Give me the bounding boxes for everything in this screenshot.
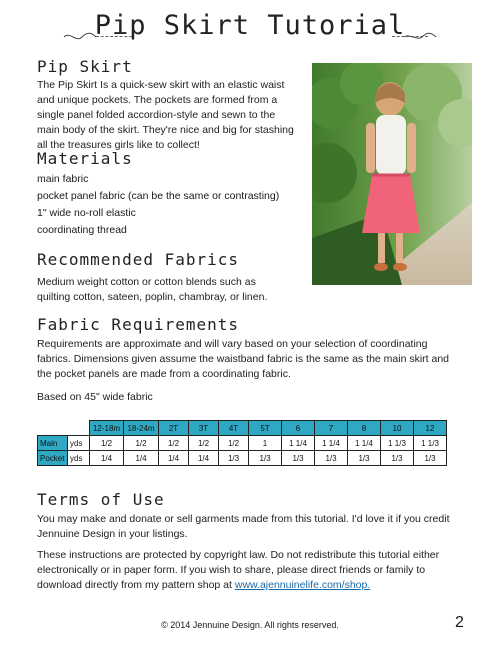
material-item: pocket panel fabric (can be the same or contrasting)	[37, 190, 280, 202]
section-heading-recommended-fabrics: Recommended Fabrics	[37, 250, 240, 269]
value-cell: 1/3	[282, 451, 315, 466]
material-item: coordinating thread	[37, 224, 127, 236]
table-corner-cell	[68, 421, 90, 436]
size-header-cell: 7	[315, 421, 348, 436]
value-cell: 1/2	[90, 436, 124, 451]
terms-line: electronically or in paper form. If you wish to share, please direct friends or family to	[37, 564, 426, 576]
size-header-cell: 4T	[219, 421, 249, 436]
requirements-line: fabrics. Dimensions given assume the waistband fabric is the same as the main skirt and	[37, 353, 450, 365]
intro-line: single panel folded accordion-style and sewn to the	[37, 109, 276, 121]
intro-line: all the treasures girls like to collect!	[37, 139, 200, 151]
value-cell: 1 1/3	[414, 436, 447, 451]
value-cell: 1/4	[159, 451, 189, 466]
size-header-cell: 5T	[249, 421, 282, 436]
value-cell: 1/4	[90, 451, 124, 466]
terms-line-prefix: download directly from my pattern shop at	[37, 579, 235, 591]
section-heading-materials: Materials	[37, 149, 133, 168]
table-header-row	[38, 421, 447, 436]
unit-cell: yds	[68, 436, 90, 451]
page-number: 2	[455, 614, 464, 631]
value-cell: 1/3	[219, 451, 249, 466]
value-cell: 1	[249, 436, 282, 451]
value-cell: 1 1/4	[282, 436, 315, 451]
table-row	[38, 436, 447, 451]
recommended-line: quilting cotton, sateen, poplin, chambray, or linen.	[37, 291, 268, 303]
section-heading-fabric-requirements: Fabric Requirements	[37, 315, 240, 334]
intro-line: and unique pockets. The pockets are formed from a	[37, 94, 278, 106]
size-header-cell: 6	[282, 421, 315, 436]
table-row	[38, 451, 447, 466]
size-header-cell: 12	[414, 421, 447, 436]
value-cell: 1/4	[189, 451, 219, 466]
size-header-cell: 18-24m	[124, 421, 159, 436]
unit-cell: yds	[68, 451, 90, 466]
section-heading-pip-skirt: Pip Skirt	[37, 57, 133, 76]
row-label-cell: Pocket	[38, 451, 68, 466]
value-cell: 1 1/4	[315, 436, 348, 451]
material-item: main fabric	[37, 173, 89, 185]
skirt-photo	[312, 63, 472, 285]
section-heading-terms-of-use: Terms of Use	[37, 490, 165, 509]
intro-line: The Pip Skirt Is a quick-sew skirt with an elastic waist	[37, 79, 285, 91]
size-header-cell: 3T	[189, 421, 219, 436]
fabric-requirements-table	[37, 420, 447, 466]
value-cell: 1/4	[124, 451, 159, 466]
value-cell: 1/2	[219, 436, 249, 451]
size-header-cell: 12-18m	[90, 421, 124, 436]
page-title: Pip Skirt Tutorial	[94, 10, 406, 41]
value-cell: 1 1/4	[348, 436, 381, 451]
value-cell: 1/2	[159, 436, 189, 451]
value-cell: 1/3	[414, 451, 447, 466]
based-on-note: Based on 45" wide fabric	[37, 391, 153, 403]
table-corner-cell	[38, 421, 68, 436]
size-header-cell: 8	[348, 421, 381, 436]
recommended-paragraph	[37, 275, 267, 305]
terms-line: You may make and donate or sell garments made from this tutorial. I'd love it if you credit	[37, 513, 450, 525]
requirements-paragraph	[37, 337, 449, 382]
right-swirl-ornament	[402, 30, 438, 44]
copyright-footer: © 2014 Jennuine Design. All rights reserved.	[161, 620, 339, 630]
size-header-cell: 10	[381, 421, 414, 436]
requirements-line: the pocket panels are made from a coordinating fabric.	[37, 368, 291, 380]
value-cell: 1/3	[348, 451, 381, 466]
requirements-line: Requirements are approximate and will vary based on your selection of coordinating	[37, 338, 428, 350]
terms-paragraph-2	[37, 548, 439, 593]
value-cell: 1/3	[315, 451, 348, 466]
recommended-line: Medium weight cotton or cotton blends such as	[37, 276, 256, 288]
material-item: 1" wide no-roll elastic	[37, 207, 136, 219]
row-label-cell: Main	[38, 436, 68, 451]
value-cell: 1/3	[249, 451, 282, 466]
title-banner	[0, 8, 500, 50]
terms-line: Jennuine Design in your listings.	[37, 528, 188, 540]
terms-paragraph-1	[37, 512, 449, 542]
size-header-cell: 2T	[159, 421, 189, 436]
terms-line	[37, 578, 439, 593]
intro-paragraph	[37, 78, 294, 153]
value-cell: 1/2	[189, 436, 219, 451]
value-cell: 1 1/3	[381, 436, 414, 451]
intro-line: main body of the skirt. They're nice and big for stashing	[37, 124, 294, 136]
value-cell: 1/3	[381, 451, 414, 466]
pattern-shop-link[interactable]: www.ajennuinelife.com/shop.	[234, 579, 371, 591]
value-cell: 1/2	[124, 436, 159, 451]
terms-line: These instructions are protected by copyright law. Do not redistribute this tutorial either	[37, 549, 440, 561]
